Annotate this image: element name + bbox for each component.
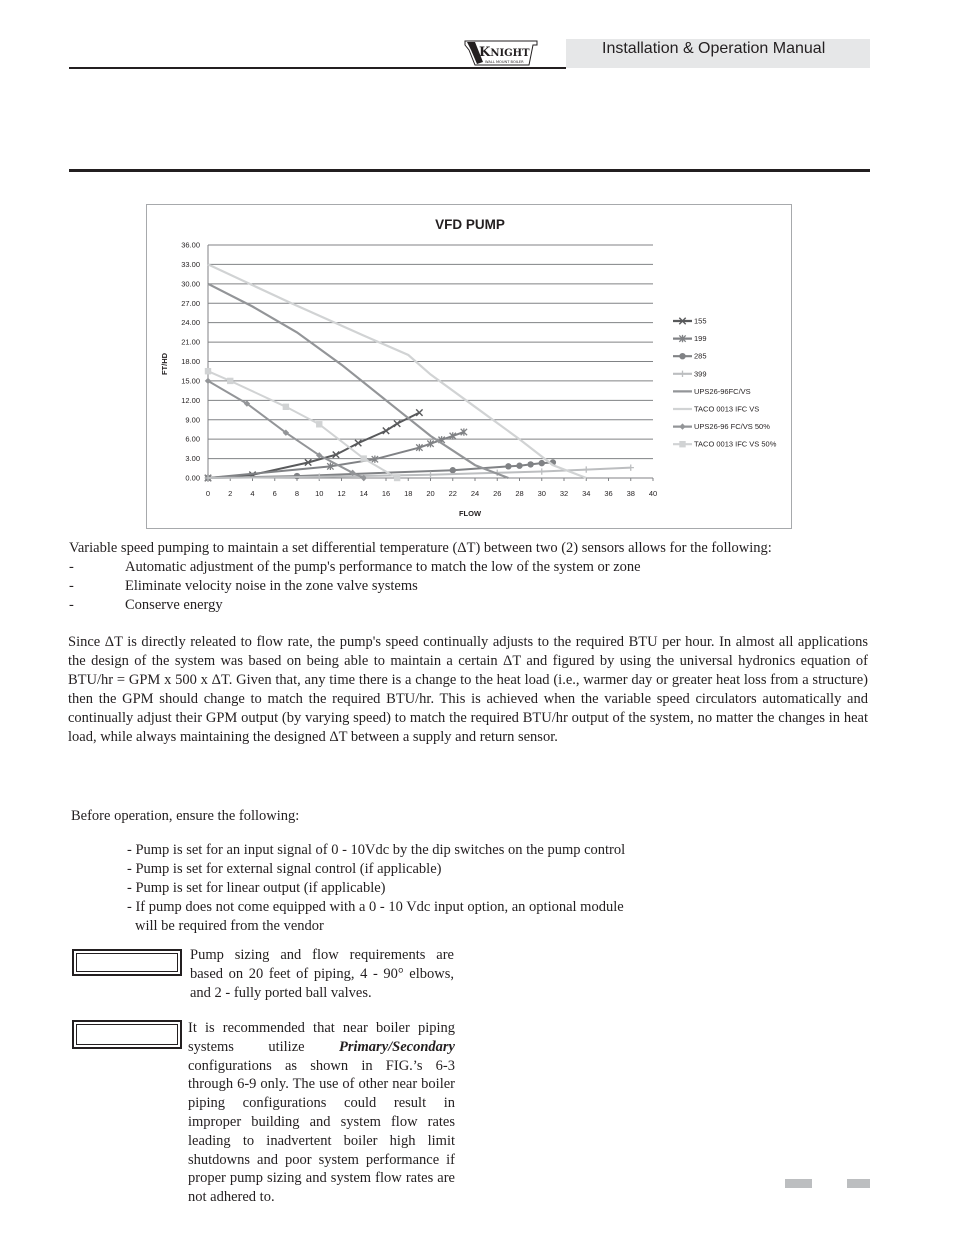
x-tick-label: 18	[404, 489, 413, 498]
series-ups26-96-fc-vs-50-	[205, 378, 367, 481]
section-rule	[69, 169, 870, 172]
y-tick-label: 21.00	[181, 337, 200, 347]
manual-title: Installation & Operation Manual	[602, 40, 826, 57]
caution-text	[188, 1019, 455, 1207]
caution-text-part: configurations as shown in FIG.’s 6-3 through 6-9 only. The use of other near boiler piping configurations could result in improper building and system flow rates leading to inadvertent boiler high limit shutdowns and poor system performance if proper pump sizing and system flow rates are not adhered to.	[188, 1057, 455, 1206]
caution-text-part: It is recommended that near boiler piping systems utilize	[188, 1020, 455, 1055]
x-tick-label: 12	[337, 489, 346, 498]
data-point	[394, 475, 400, 481]
list-item: - Eliminate velocity noise in the zone valve systems	[69, 578, 418, 594]
x-tick-label: 14	[359, 489, 368, 498]
legend-label: 399	[694, 369, 707, 379]
legend-item	[673, 369, 707, 378]
series-line	[208, 381, 364, 478]
list-item: - If pump does not come equipped with a 0 - 10 Vdc input option, an optional module	[127, 899, 624, 915]
legend-label: 285	[694, 351, 707, 361]
series-taco-0013-ifc-vs	[208, 264, 586, 478]
data-point	[539, 468, 545, 474]
before-operation-lead: Before operation, ensure the following:	[71, 808, 300, 824]
caution-box	[72, 1020, 182, 1049]
x-tick-label: 26	[493, 489, 502, 498]
y-axis-label: FT/HD	[160, 352, 169, 376]
data-point	[394, 420, 400, 426]
legend-item	[673, 334, 707, 343]
legend-item	[673, 422, 770, 431]
data-point	[227, 378, 233, 384]
x-tick-label: 30	[537, 489, 546, 498]
data-point	[427, 472, 433, 478]
x-tick-label: 10	[315, 489, 324, 498]
y-tick-label: 12.00	[181, 395, 200, 405]
x-tick-label: 36	[604, 489, 613, 498]
footer-tab	[785, 1179, 812, 1188]
x-tick-label: 6	[272, 489, 277, 498]
data-point	[450, 467, 456, 473]
list-item: - Conserve energy	[69, 597, 223, 613]
x-tick-label: 16	[381, 489, 391, 498]
bullet-text: Conserve energy	[125, 597, 223, 613]
x-tick-label: 24	[470, 489, 480, 498]
chart-title: VFD PUMP	[435, 217, 505, 232]
y-tick-label: 33.00	[181, 259, 200, 269]
intro-bullet-list	[69, 558, 870, 615]
data-point	[527, 461, 533, 467]
list-item: will be required from the vendor	[135, 918, 324, 934]
legend-label: 199	[694, 334, 707, 344]
y-tick-label: 24.00	[181, 318, 200, 328]
x-tick-label: 38	[626, 489, 635, 498]
x-tick-label: 40	[648, 489, 658, 498]
x-tick-label: 34	[582, 489, 591, 498]
list-item: - Pump is set for linear output (if applicable)	[127, 880, 386, 896]
data-point	[539, 460, 545, 466]
legend-item	[673, 440, 777, 449]
y-tick-label: 15.00	[181, 376, 200, 386]
footer-tab	[847, 1179, 870, 1188]
y-tick-label: 27.00	[181, 298, 200, 308]
x-tick-label: 4	[250, 489, 255, 498]
legend-item	[673, 352, 707, 361]
svg-text:WALL MOUNT BOILER: WALL MOUNT BOILER	[485, 60, 524, 64]
y-tick-label: 36.00	[181, 240, 200, 250]
x-axis-label: FLOW	[458, 509, 482, 518]
x-tick-label: 2	[228, 489, 233, 498]
legend-label: TACO 0013 IFC VS 50%	[694, 439, 777, 449]
data-point	[361, 455, 367, 461]
data-point	[516, 463, 522, 469]
legend-marker	[679, 353, 685, 359]
list-item: - Pump is set for an input signal of 0 - 10Vdc by the dip switches on the pump control	[127, 842, 626, 858]
note-text: Pump sizing and flow requirements are based on 20 feet of piping, 4 - 90° elbows, and 2 - fully ported ball valves.	[190, 947, 454, 1001]
y-tick-label: 9.00	[185, 415, 200, 425]
legend-item	[673, 387, 751, 396]
data-point	[205, 368, 211, 374]
bullet-text: Eliminate velocity noise in the zone valve systems	[125, 578, 418, 594]
legend-marker	[679, 371, 685, 377]
x-tick-label: 0	[205, 489, 211, 498]
data-point	[283, 404, 289, 410]
x-tick-label: 22	[448, 489, 457, 498]
data-point	[316, 421, 322, 427]
y-tick-label: 0.00	[185, 473, 200, 483]
knight-logo-icon	[463, 38, 539, 68]
delta-t-paragraph: Since ΔT is directly releated to flow rate, the pump's speed continually adjusts to the required BTU per hour. In almost all applications the design of the system was based on being able to maintain a certain ΔT and figured by using the universal hydronics equation of BTU/hr = GPM x 500 x ΔT. Given that, any time there is a change to the heat load (i.e., warmer day or greater heat loss from a structure) then the GPM should change to match the required BTU/hr. This is achieved when the variable speed circulators automatically and continually adjust their GPM output (by varying speed) to match the required BTU/hr output of the system, no matter the changes in heat load, while always maintaining the designed ΔT between a supply and return sensor.	[68, 634, 868, 745]
primary-secondary-emphasis: Primary/Secondary	[339, 1038, 455, 1055]
data-point	[505, 463, 511, 469]
data-point	[628, 464, 634, 470]
y-tick-label: 6.00	[185, 434, 200, 444]
bullet-text: Automatic adjustment of the pump's performance to match the low of the system or zone	[125, 559, 641, 575]
legend-item	[673, 405, 759, 414]
vfd-pump-chart	[146, 204, 792, 529]
y-tick-label: 3.00	[185, 454, 200, 464]
y-tick-label: 30.00	[181, 279, 200, 289]
legend-label: UPS26-96FC/VS	[694, 386, 751, 396]
legend-marker	[679, 441, 685, 447]
legend-marker	[679, 423, 685, 429]
legend-label: TACO 0013 IFC VS	[694, 404, 760, 414]
series-line	[208, 264, 586, 478]
before-operation-list	[127, 841, 727, 936]
y-tick-label: 18.00	[181, 357, 200, 366]
x-tick-label: 8	[294, 489, 300, 498]
notice-box	[72, 949, 182, 976]
legend-label: 155	[694, 316, 707, 326]
x-tick-label: 28	[515, 489, 524, 498]
intro-text: Variable speed pumping to maintain a set differential temperature (ΔT) between two (2) sensors allows for the following:	[69, 540, 772, 556]
legend-item	[673, 317, 707, 326]
x-tick-label: 32	[559, 489, 569, 498]
list-item: - Pump is set for external signal control (if applicable)	[127, 861, 442, 877]
list-item: - Automatic adjustment of the pump's performance to match the low of the system or zone	[69, 559, 641, 575]
data-point	[583, 466, 589, 472]
svg-text:KNIGHT: KNIGHT	[479, 45, 530, 60]
legend-label: UPS26-96 FC/VS 50%	[694, 422, 770, 432]
x-tick-label: 20	[426, 489, 435, 498]
